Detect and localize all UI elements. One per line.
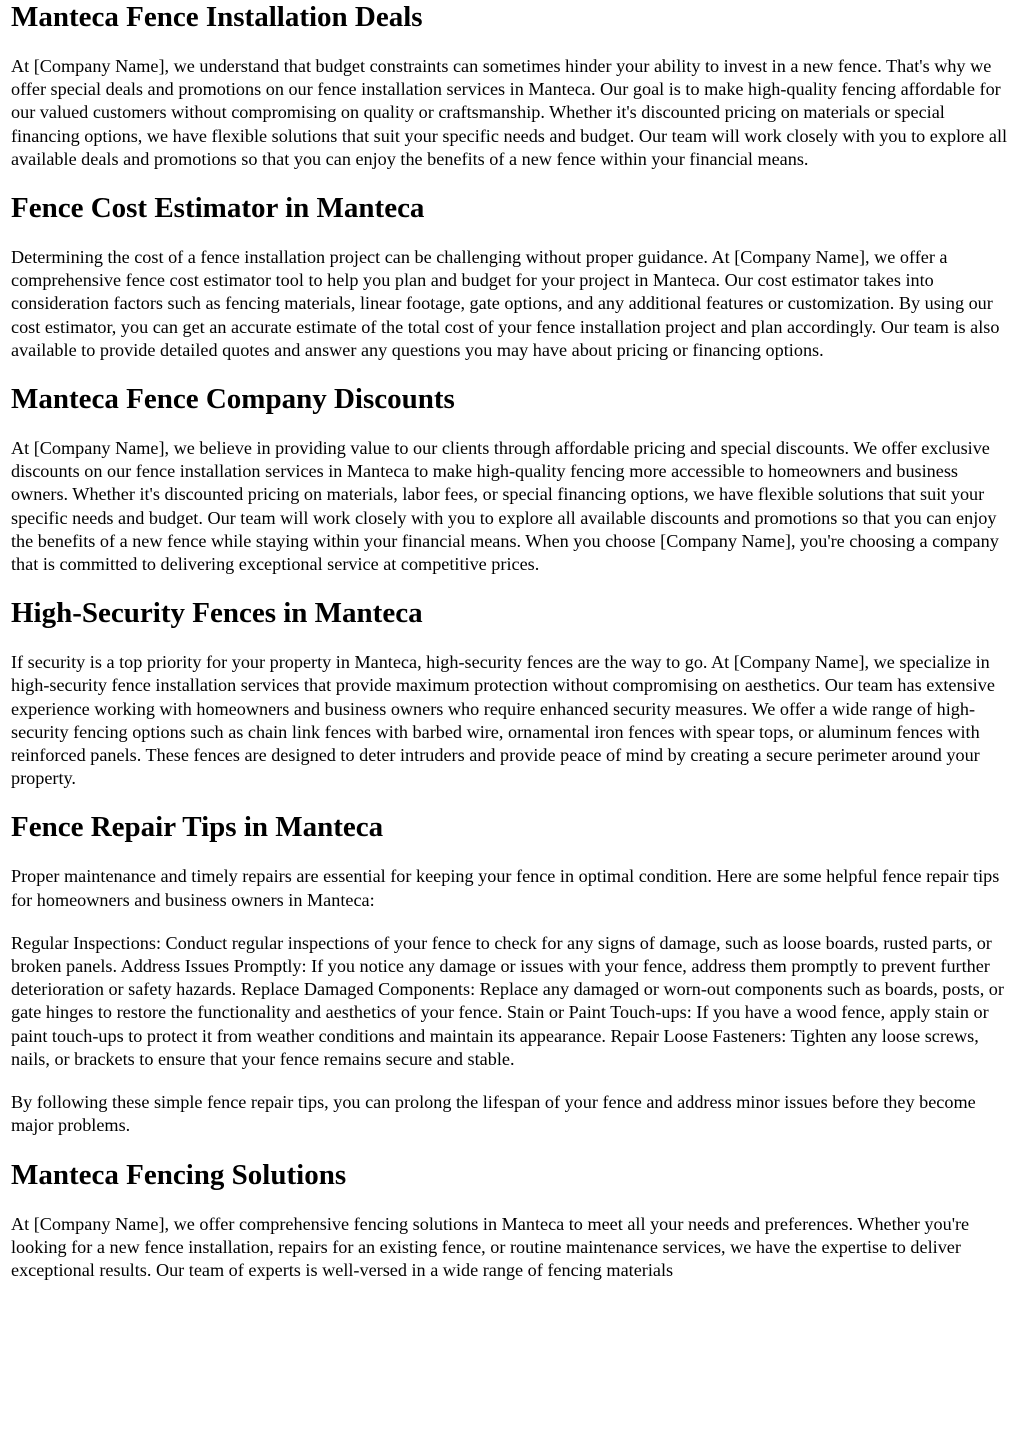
heading-repair-tips: Fence Repair Tips in Manteca xyxy=(11,811,384,844)
paragraph-fencing-solutions: At [Company Name], we offer comprehensive fencing solutions in Manteca to meet all your needs and preferences. Whether you're looking for a new fence installation, repairs for an existing fence, or routine maintenance services, we have the expertise to deliver exceptional results. Our team of experts is well-versed in a wide range of fencing materials xyxy=(11,1213,970,1280)
paragraph-company-discounts: At [Company Name], we believe in providing value to our clients through affordable pricing and special discounts. We offer exclusive discounts on our fence installation services in Manteca to make high-quality fencing more accessible to homeowners and business owners. Whether it's discounted pricing on materials, labor fees, or special financing options, we have flexible solutions that suit your specific needs and budget. Our team will work closely with you to explore all available discounts and promotions so that you can enjoy the benefits of a new fence while staying within your financial means. When you choose [Company Name], you're choosing a company that is committed to delivering exceptional service at competitive prices. xyxy=(11,438,999,575)
heading-company-discounts: Manteca Fence Company Discounts xyxy=(11,383,455,416)
paragraph-repair-tips-closing: By following these simple fence repair tips, you can prolong the lifespan of your fence and address minor issues before they become major problems. xyxy=(11,1092,976,1136)
paragraph-repair-tips-intro: Proper maintenance and timely repairs are essential for keeping your fence in optimal condition. Here are some helpful fence repair tips for homeowners and business owners in Manteca: xyxy=(11,866,1000,910)
paragraph-cost-estimator: Determining the cost of a fence installation project can be challenging without proper guidance. At [Company Name], we offer a comprehensive fence cost estimator tool to help you plan and budget for your project in Manteca. Our cost estimator takes into consideration factors such as fencing materials, linear footage, gate options, and any additional features or customization. By using our cost estimator, you can get an accurate estimate of the total cost of your fence installation project and plan accordingly. Our team is also available to provide detailed quotes and answer any questions you may have about pricing or financing options. xyxy=(11,247,1000,360)
section-fencing-solutions xyxy=(11,1158,1013,1283)
heading-high-security: High-Security Fences in Manteca xyxy=(11,597,423,630)
paragraph-installation-deals: At [Company Name], we understand that budget constraints can sometimes hinder your ability to invest in a new fence. That's why we offer special deals and promotions on our fence installation services in Manteca. Our goal is to make high-quality fencing affordable for our valued customers without compromising on quality or craftsmanship. Whether it's discounted pricing on materials or special financing options, we have flexible solutions that suit your specific needs and budget. Our team will work closely with you to explore all available deals and promotions so that you can enjoy the benefits of a new fence within your financial means. xyxy=(11,56,1008,169)
heading-installation-deals: Manteca Fence Installation Deals xyxy=(11,1,423,33)
section-installation-deals xyxy=(11,0,1013,171)
section-company-discounts xyxy=(11,382,1013,576)
section-cost-estimator xyxy=(11,191,1013,362)
heading-cost-estimator: Fence Cost Estimator in Manteca xyxy=(11,192,425,225)
paragraph-high-security: If security is a top priority for your property in Manteca, high-security fences are the way to go. At [Company Name], we specialize in high-security fence installation services that provide maximum protection without compromising on aesthetics. Our team has extensive experience working with homeowners and business owners who require enhanced security measures. We offer a wide range of high-security fencing options such as chain link fences with barbed wire, ornamental iron fences with spear tops, or aluminum fences with reinforced panels. These fences are designed to deter intruders and provide peace of mind by creating a secure perimeter around your property. xyxy=(11,652,995,789)
heading-fencing-solutions: Manteca Fencing Solutions xyxy=(11,1158,347,1191)
paragraph-repair-tips-list: Regular Inspections: Conduct regular inspections of your fence to check for any signs of damage, such as loose boards, rusted parts, or broken panels. Address Issues Promptly: If you notice any damage or issues with your fence, address them promptly to prevent further deterioration or safety hazards. Replace Damaged Components: Replace any damaged or worn-out components such as boards, posts, or gate hinges to restore the functionality and aesthetics of your fence. Stain or Paint Touch-ups: If you have a wood fence, apply stain or paint touch-ups to protect it from weather conditions and maintain its appearance. Repair Loose Fasteners: Tighten any loose screws, nails, or brackets to ensure that your fence remains secure and stable. xyxy=(11,932,1004,1069)
section-repair-tips xyxy=(11,810,1013,1137)
section-high-security xyxy=(11,596,1013,790)
